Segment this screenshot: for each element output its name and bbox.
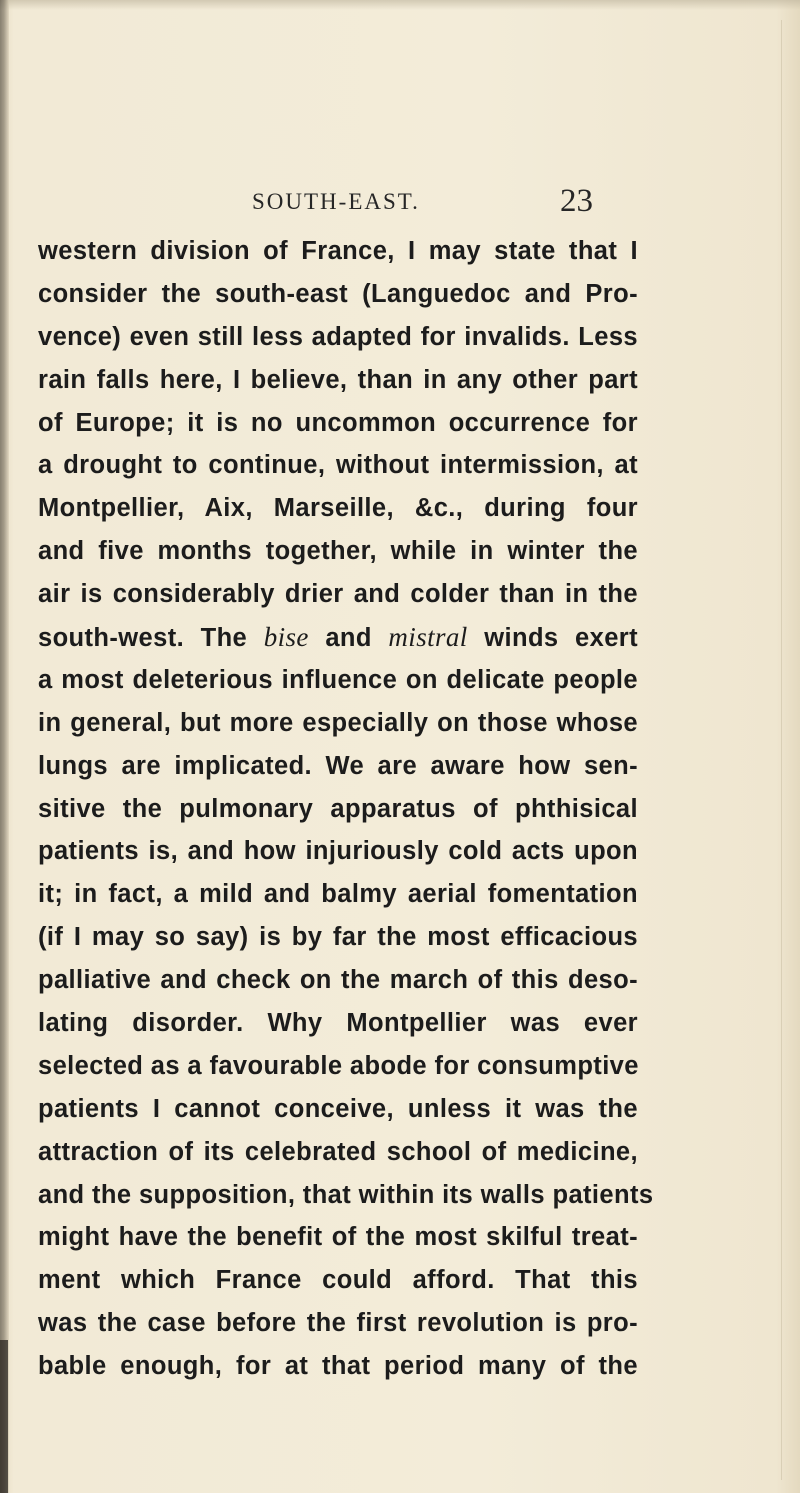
text-line: a drought to continue, without intermission, at [38, 451, 638, 480]
text-line: attraction of its celebrated school of medicine, [38, 1137, 638, 1166]
page-number: 23 [560, 183, 593, 219]
text-line: might have the benefit of the most skilful treat- [38, 1223, 638, 1252]
text-segment: and [308, 624, 389, 653]
text-line: was the case before the first revolution is pro- [38, 1309, 638, 1338]
body-text [38, 230, 654, 1388]
text-line: and five months together, while in winter the [38, 537, 638, 566]
text-line: a most deleterious influence on delicate people [38, 665, 638, 694]
text-line: of Europe; it is no uncommon occurrence for [38, 408, 638, 437]
text-line: selected as a favourable abode for consumptive [38, 1051, 639, 1080]
text-line: lating disorder. Why Montpellier was ever [38, 1009, 638, 1038]
text-line: lungs are implicated. We are aware how sen- [38, 751, 638, 780]
text-line: air is considerably drier and colder than in the [38, 580, 638, 609]
text-line: bable enough, for at that period many of the [38, 1352, 638, 1381]
italic-term-bise: bise [263, 622, 309, 653]
text-line: Montpellier, Aix, Marseille, &c., during four [38, 494, 638, 523]
text-line: patients is, and how injuriously cold acts upon [38, 837, 638, 866]
text-line: palliative and check on the march of this deso- [38, 966, 638, 995]
page-binding-edge [0, 0, 9, 1493]
text-line: western division of France, I may state that I [38, 237, 638, 265]
text-line: sitive the pulmonary apparatus of phthisical [38, 794, 638, 823]
text-line: vence) even still less adapted for invalids. Less [38, 322, 638, 351]
page-top-shadow [0, 0, 800, 10]
italic-term-mistral: mistral [388, 622, 468, 653]
text-line: ment which France could afford. That this [38, 1266, 638, 1295]
text-segment: south-west. The [38, 624, 264, 653]
page-fold-line [781, 20, 782, 1480]
text-line: and the supposition, that within its walls patients [38, 1180, 654, 1209]
text-segment: winds exert [467, 624, 639, 653]
text-line: (if I may so say) is by far the most efficacious [38, 923, 638, 952]
page-header [0, 183, 800, 223]
text-line-italic-terms [38, 616, 638, 659]
text-line: in general, but more especially on those whose [38, 708, 638, 737]
text-line: patients I cannot conceive, unless it was the [38, 1094, 638, 1123]
page-binding-shadow [0, 1340, 8, 1493]
text-line: it; in fact, a mild and balmy aerial fomentation [38, 880, 638, 909]
text-line: rain falls here, I believe, than in any other part [38, 365, 638, 394]
text-line: consider the south-east (Languedoc and Pro- [38, 279, 638, 308]
running-head: SOUTH-EAST. [252, 189, 420, 214]
